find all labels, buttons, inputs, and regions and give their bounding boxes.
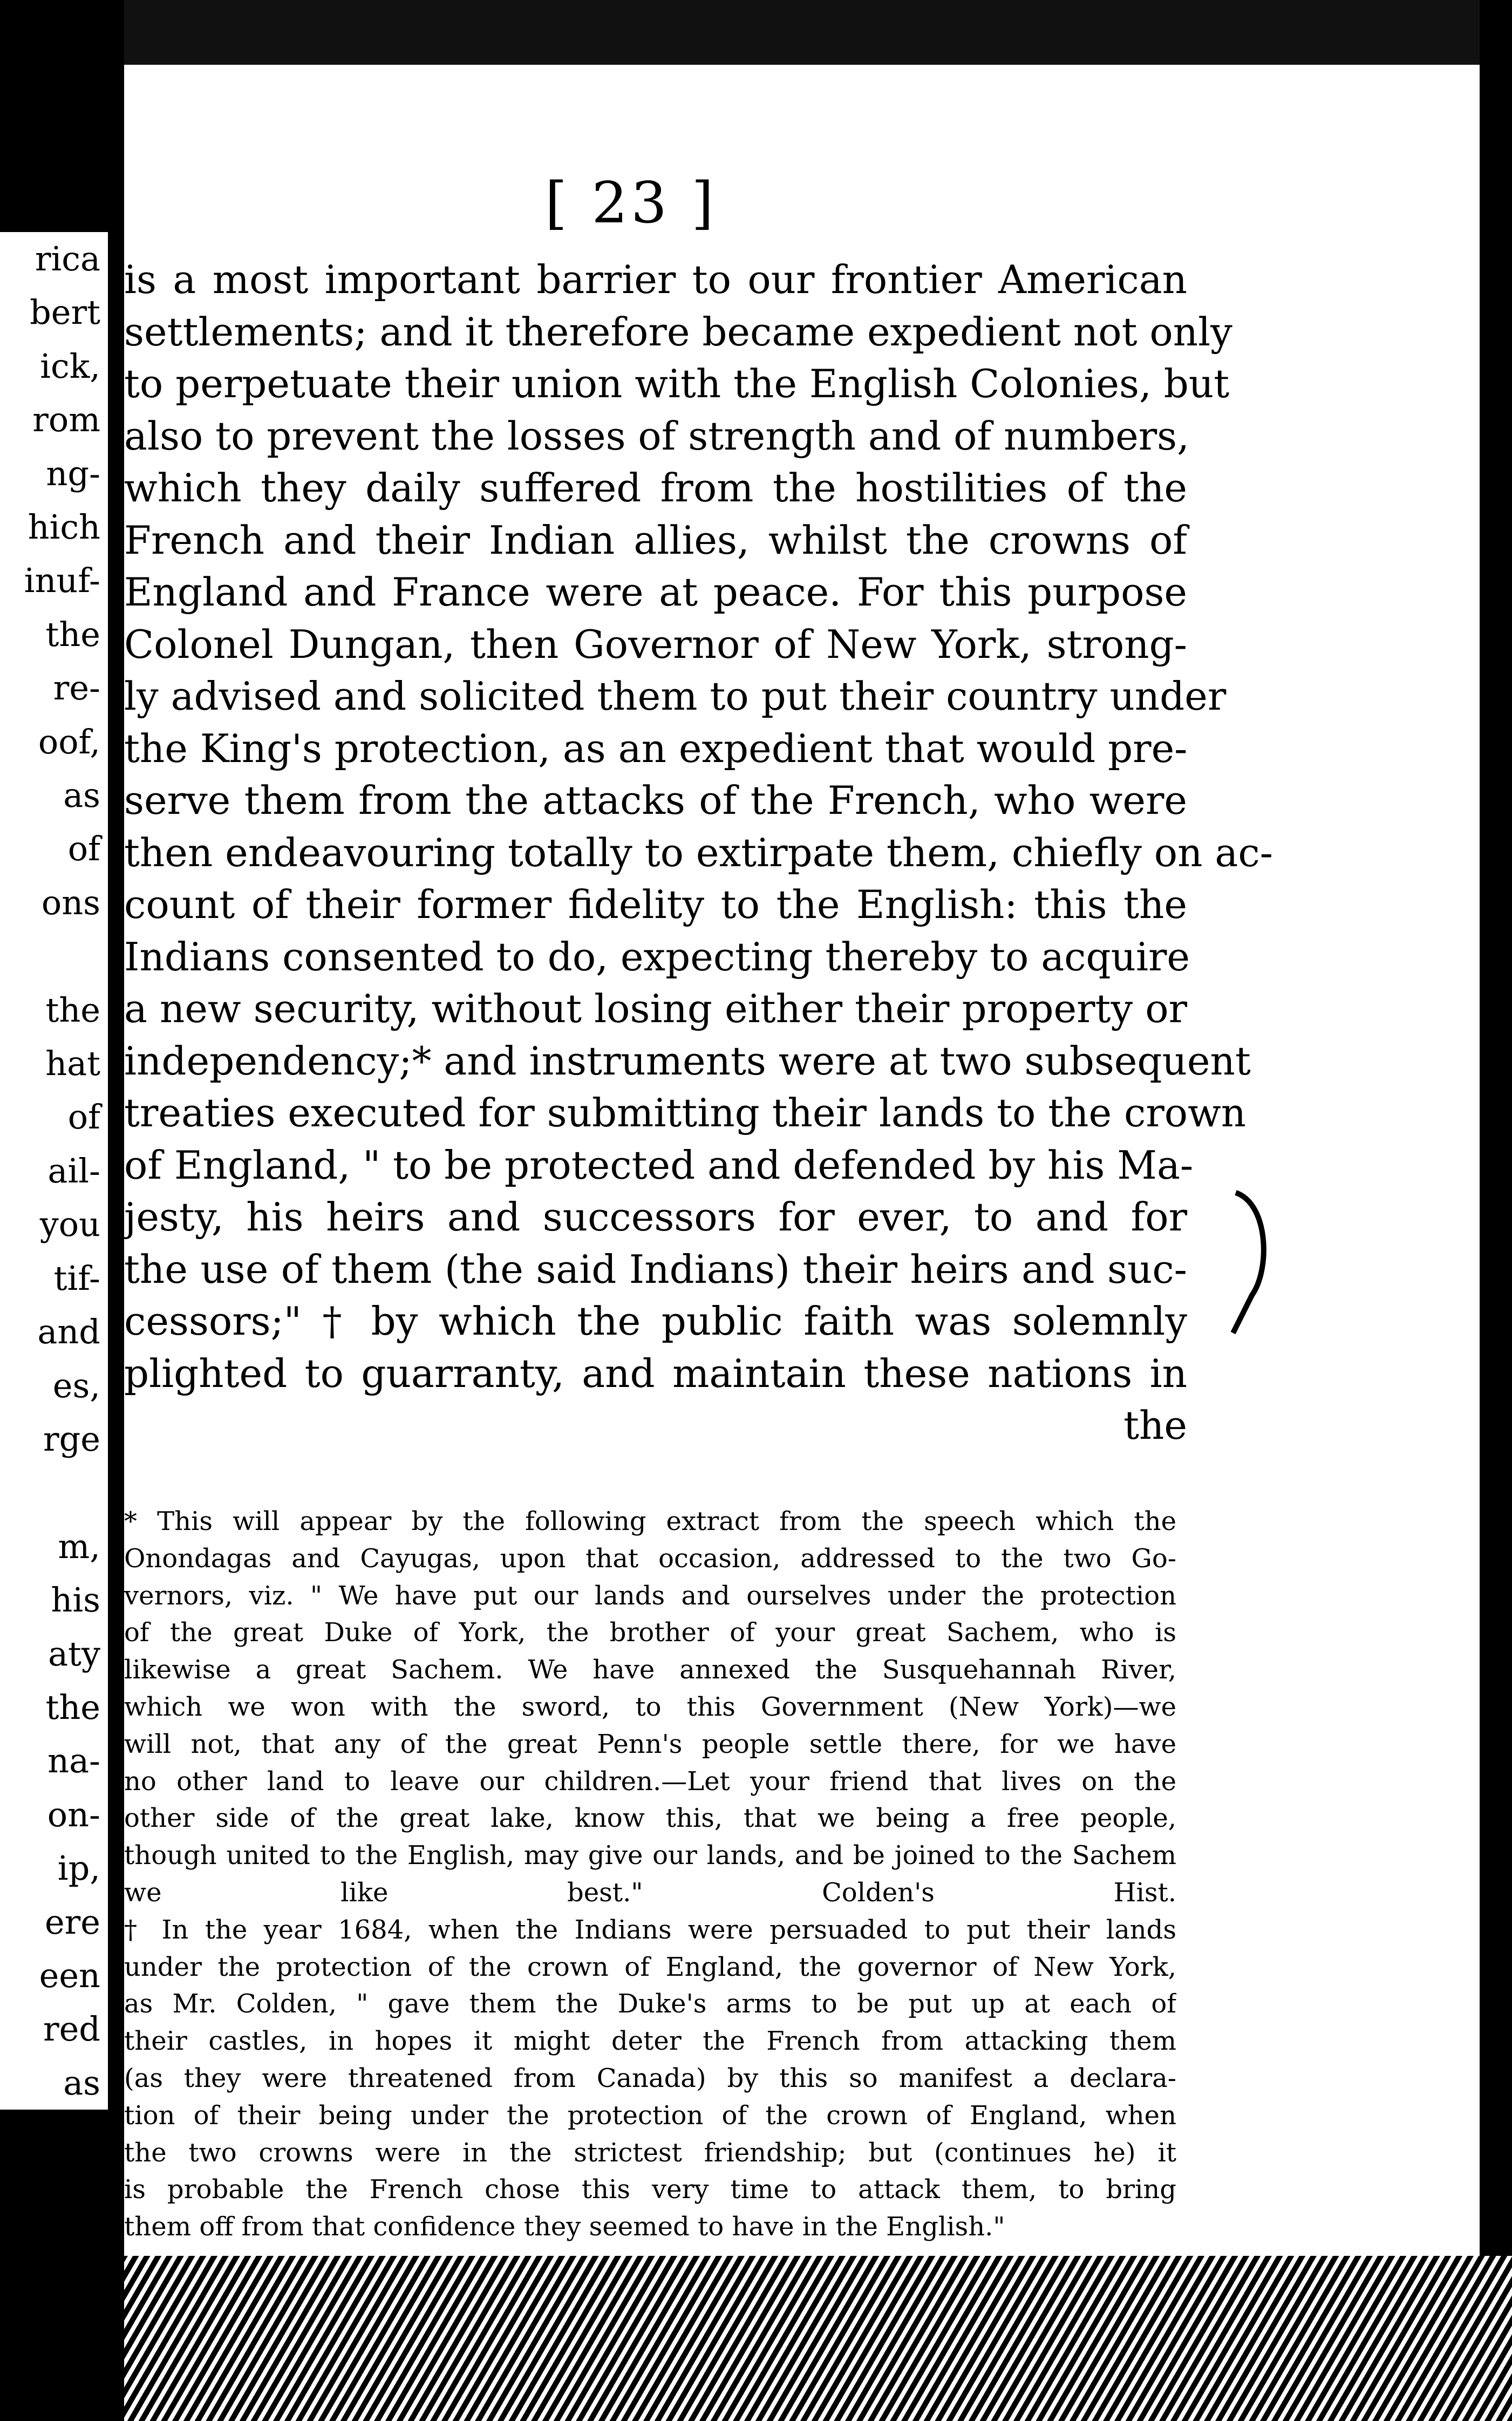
body-line: which they daily suffered from the hostilities of the xyxy=(124,465,1187,511)
scan-top-border xyxy=(124,0,1512,65)
body-line: independency;* and instruments were at two subsequent xyxy=(124,1038,1251,1084)
book-page xyxy=(124,0,1512,2421)
left-page-fragment: the xyxy=(45,1687,100,1727)
left-page-fragments xyxy=(0,232,108,2110)
left-page-fragment: ng- xyxy=(46,453,100,493)
left-page-fragment: the xyxy=(45,614,100,654)
body-line: settlements; and it therefore became expedient not only xyxy=(124,309,1232,355)
footnote-line: no other land to leave our children.—Let your friend that lives on the xyxy=(124,1766,1176,1797)
left-page-fragment: the xyxy=(45,990,100,1030)
left-page-fragment: of xyxy=(67,829,100,869)
footnote-line: we like best." Colden's Hist. xyxy=(124,1877,1176,1908)
footnote-line: as Mr. Colden, " gave them the Duke's arms to be put up at each of xyxy=(124,1989,1176,2019)
left-page-fragment: ick, xyxy=(40,346,100,386)
body-line: count of their former fidelity to the English: this the xyxy=(124,882,1187,927)
left-page-fragment: een xyxy=(39,1955,100,1995)
footnote-line: under the protection of the crown of England, the governor of New York, xyxy=(124,1951,1176,1982)
footnote-line: which we won with the sword, to this Government (New York)—we xyxy=(124,1691,1176,1722)
footnote-line: them off from that confidence they seemed to have in the English." xyxy=(124,2212,1005,2242)
left-page-fragment: and xyxy=(37,1312,100,1352)
left-page-fragment: rom xyxy=(32,400,100,440)
footnote-line: other side of the great lake, know this, that we being a free people, xyxy=(124,1803,1176,1834)
left-page-fragment: oof, xyxy=(38,722,100,761)
body-line: jesty, his heirs and successors for ever, to and for xyxy=(124,1194,1187,1240)
page-number: [ 23 ] xyxy=(545,170,717,236)
left-page-fragment: rge xyxy=(43,1419,100,1459)
left-page-fragment: inuf- xyxy=(24,561,100,601)
scan-bottom-noise xyxy=(124,2256,1512,2421)
left-page-fragment: as xyxy=(63,776,100,815)
left-page-fragment: rica xyxy=(35,239,100,278)
footnote-line: their castles, in hopes it might deter the French from attacking them xyxy=(124,2026,1176,2057)
body-line: serve them from the attacks of the French, who were xyxy=(124,778,1187,823)
left-page-fragment: you xyxy=(39,1205,100,1244)
left-page-fragment: red xyxy=(43,2009,100,2049)
body-line: treaties executed for submitting their lands to the crown xyxy=(124,1090,1247,1135)
body-line: England and France were at peace. For this purpose xyxy=(124,569,1187,615)
footnote-line: the two crowns were in the strictest friendship; but (continues he) it xyxy=(124,2137,1176,2168)
left-page-fragment: hat xyxy=(45,1044,100,1084)
left-page-edge xyxy=(0,0,108,2421)
body-line: the King's protection, as an expedient that would pre- xyxy=(124,725,1188,771)
left-page-fragment: ere xyxy=(44,1902,100,1942)
left-page-fragment: ons xyxy=(41,882,100,922)
body-line: the xyxy=(1123,1403,1187,1448)
footnote-line: Onondagas and Cayugas, upon that occasion, addressed to the two Go- xyxy=(124,1543,1176,1574)
left-page-fragment: aty xyxy=(48,1634,100,1674)
left-page-fragment: re- xyxy=(53,668,100,708)
left-page-fragment: na- xyxy=(47,1741,100,1781)
left-page-fragment: as xyxy=(63,2063,100,2103)
left-page-fragment: ip, xyxy=(57,1848,100,1888)
left-page-fragment: bert xyxy=(30,293,100,332)
body-line: ly advised and solicited them to put their country under xyxy=(124,674,1227,719)
left-page-fragment: tif- xyxy=(53,1258,100,1298)
footnote-line: likewise a great Sachem. We have annexed the Susquehannah River, xyxy=(124,1655,1176,1685)
left-page-fragment: on- xyxy=(47,1794,100,1834)
body-line: is a most important barrier to our frontier American xyxy=(124,257,1187,302)
footnote-line: tion of their being under the protection of the crown of England, when xyxy=(124,2100,1176,2131)
body-line: French and their Indian allies, whilst the crowns of xyxy=(124,517,1187,563)
footnote-line: will not, that any of the great Penn's people settle there, for we have xyxy=(124,1729,1176,1759)
body-line: to perpetuate their union with the English Colonies, but xyxy=(124,361,1230,406)
body-line: of England, " to be protected and defended by his Ma- xyxy=(124,1142,1194,1188)
body-text xyxy=(124,254,1273,1452)
scan-right-border xyxy=(1480,0,1512,2421)
footnotes xyxy=(124,1503,1176,2246)
body-line: plighted to guarranty, and maintain these nations in xyxy=(124,1350,1187,1396)
footnote-line: (as they were threatened from Canada) by this so manifest a declara- xyxy=(124,2063,1176,2093)
footnote-line: of the great Duke of York, the brother of your great Sachem, who is xyxy=(124,1617,1176,1648)
footnote-line: vernors, viz. " We have put our lands and ourselves under the protection xyxy=(124,1580,1176,1611)
left-page-fragment xyxy=(0,929,108,983)
footnote-line: † In the year 1684, when the Indians were persuaded to put their lands xyxy=(124,1914,1176,1945)
body-line: Colonel Dungan, then Governor of New York, strong- xyxy=(124,621,1187,667)
body-line: also to prevent the losses of strength and of numbers, xyxy=(124,413,1189,459)
left-page-fragment xyxy=(0,1466,108,1519)
left-page-fragment: his xyxy=(51,1580,100,1620)
left-page-fragment: ail- xyxy=(47,1151,100,1191)
left-page-fragment: hich xyxy=(28,507,100,547)
body-line: a new security, without losing either their property or xyxy=(124,986,1187,1031)
footnote-line: though united to the English, may give our lands, and be joined to the Sachem xyxy=(124,1840,1176,1871)
handwritten-bracket-mark xyxy=(1230,1187,1273,1338)
body-line: the use of them (the said Indians) their heirs and suc- xyxy=(124,1246,1187,1292)
book-gutter xyxy=(108,0,124,2421)
body-line: Indians consented to do, expecting thereby to acquire xyxy=(124,934,1190,980)
left-page-fragment: m, xyxy=(58,1526,100,1566)
footnote-line: is probable the French chose this very time to attack them, to bring xyxy=(124,2174,1176,2205)
body-line: cessors;" † by which the public faith was solemnly xyxy=(124,1298,1187,1344)
left-page-fragment: es, xyxy=(52,1365,100,1405)
footnote-line: * This will appear by the following extract from the speech which the xyxy=(124,1506,1176,1536)
left-page-fragment: of xyxy=(67,1097,100,1137)
body-line: then endeavouring totally to extirpate them, chiefly on ac- xyxy=(124,829,1273,875)
